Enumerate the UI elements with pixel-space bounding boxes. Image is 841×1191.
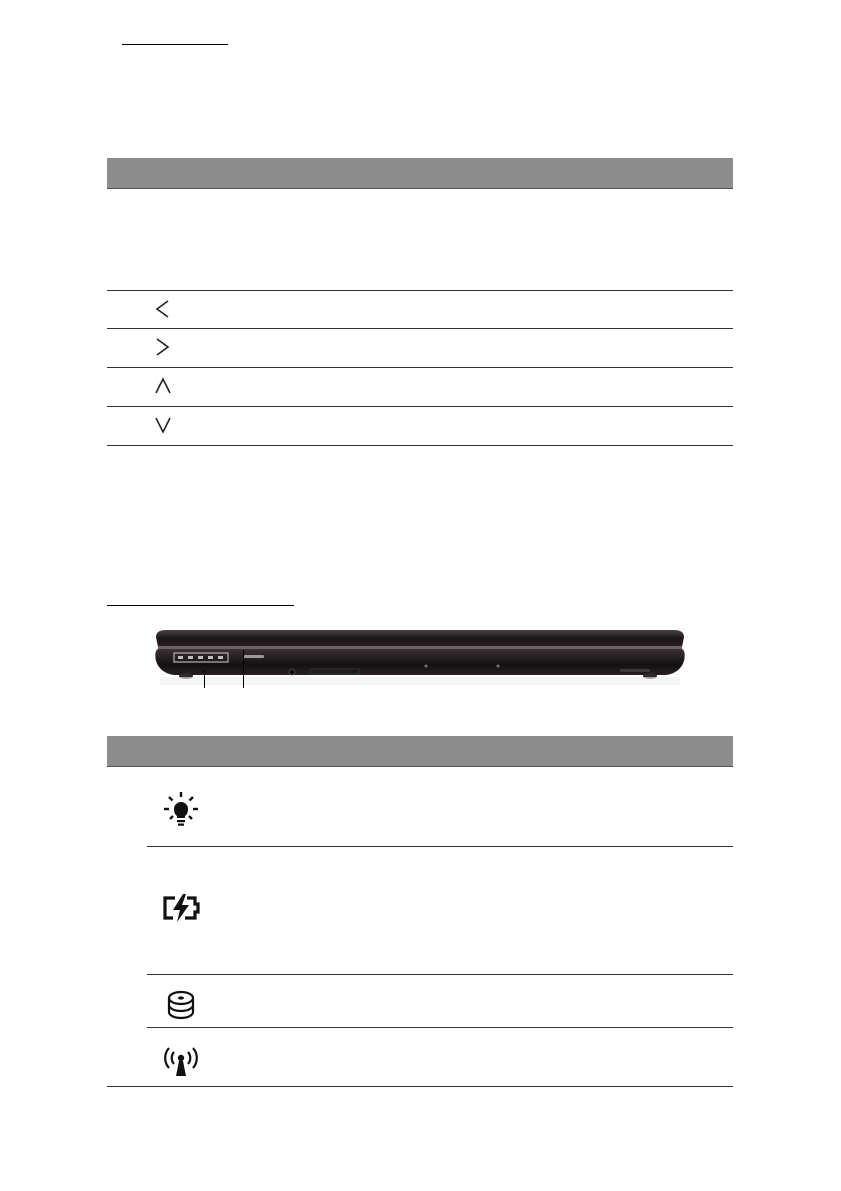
chevron-right-icon — [153, 336, 173, 358]
row-divider — [107, 290, 733, 291]
navigation-keys-table — [107, 158, 733, 448]
wireless-communication-icon — [161, 1042, 201, 1082]
callout-1-line — [204, 670, 205, 688]
indicators-table — [107, 736, 733, 1091]
row-divider — [147, 846, 733, 847]
laptop-front-photo — [150, 625, 690, 687]
row-divider — [147, 974, 733, 975]
heading-underline — [122, 44, 228, 45]
section-heading-underline — [107, 605, 294, 606]
row-divider — [147, 1027, 733, 1028]
chevron-left-icon — [153, 298, 173, 320]
chevron-down-icon — [153, 414, 173, 436]
table-header — [107, 736, 733, 767]
table-bottom-rule — [107, 445, 733, 446]
row-divider — [107, 406, 733, 407]
chevron-up-icon — [153, 375, 173, 397]
table-bottom-rule — [107, 1086, 733, 1087]
battery-charging-icon — [161, 888, 201, 928]
table-header — [107, 158, 733, 189]
power-light-icon — [161, 790, 201, 830]
hdd-activity-icon — [161, 986, 201, 1026]
row-divider — [107, 367, 733, 368]
row-divider — [107, 328, 733, 329]
callout-2-line — [243, 650, 244, 688]
